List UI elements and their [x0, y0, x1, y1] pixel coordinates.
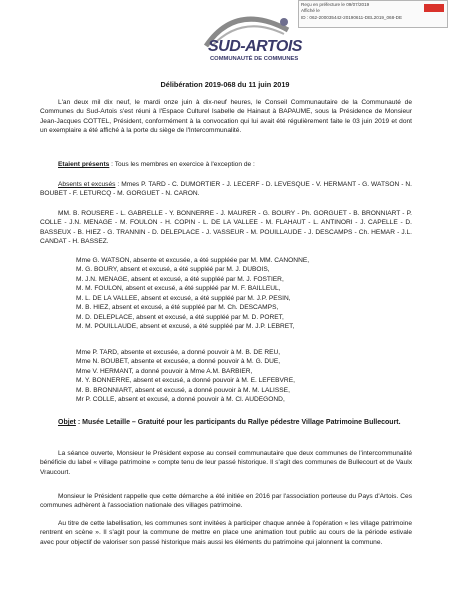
logo-subtitle: COMMUNAUTÉ DE COMMUNES [210, 56, 299, 62]
paragraph-3: Au titre de cette labellisation, les communes sont invitées à participer chaque année à l'opération « les village patrimoine rentrent en scène ». Il s'agit pour la commune de mettre en place une animation tout public au cours de la période estivale avec pour objectif de valoriser son passé historique mais aussi les éléments du patrimoine qui jalonnent la commune. [40, 520, 412, 546]
members-paragraph: MM. B. ROUSERE - L. GABRELLE - Y. BONNERRE - J. MAURER - G. BOURY - Ph. GORGUET - B. BRONNIART - P. COLLE - J.N. MENAGE - M. FOULON - H. COPIN - L. DE LA VALLEE - M. FLAHAUT - L. ANTINORI - J. CAPELLE - D. BASSEUX - B. HIEZ - G. TRANNIN - D. DELEPLACE - J. VASSEUR - M. POUILLAUDE - J. DESCAMPS - Ch. HEMAR - J.L. CANDAT - H. BASSEZ. [40, 210, 412, 246]
intro-paragraph: L'an deux mil dix neuf, le mardi onze juin à dix-neuf heures, le Conseil Communautaire de la Communauté de Communes du Sud-Artois s'est réuni à l'Espace Culturel Isabelle de Hainaut à BAPAUME, sous la Présidence de Monsieur Jean-Jacques COTTEL, Président, conformément à la convocation qui lui avait été régulièrement faite le 03 juin 2019 et dont un exemplaire a été affiché à la porte du siège de l'Intercommunalité. [40, 99, 412, 135]
absents-label: Absents et excusés [58, 181, 116, 188]
supply-line: M. D. DELEPLACE, absent et excusé, a été suppléé par M. D. PORET, [76, 314, 284, 321]
sud-artois-logo [166, 8, 314, 68]
presents-label: Etaient présents [58, 161, 110, 168]
presents-line [58, 160, 255, 169]
stamp-line-2: Affiché le [301, 8, 320, 14]
supply-line: M. G. BOURY, absent et excusé, a été suppléé par M. J. DUBOIS, [76, 266, 270, 273]
stamp-line-1: Reçu en préfecture le 09/07/2019 [301, 2, 370, 7]
stamp-line-3: ID : 062-200035442-20190611-DEL2019_068-DE [301, 14, 403, 20]
presents-text: : Tous les membres en exercice à l'exception de : [109, 161, 255, 168]
pouvoir-line: Mme P. TARD, absente et excusée, a donné pouvoir à M. B. DE REU, [76, 349, 281, 356]
objet-text: : Musée Letaille – Gratuité pour les participants du Rallye pédestre Village Patrimoine Bullecourt. [75, 419, 401, 426]
supply-line: Mme G. WATSON, absente et excusée, a été suppléée par M. MM. CANONNE, [76, 257, 310, 264]
pouvoir-line: Mme N. BOUBET, absente et excusée, a donné pouvoir à M. G. DUE, [76, 358, 281, 365]
objet-label: Objet [58, 419, 76, 426]
prefecture-stamp [298, 0, 448, 28]
pouvoir-line: Mme V. HERMANT, a donné pouvoir à Mme A.M. BARBIER, [76, 368, 253, 375]
supply-line: M. B. HIEZ, absent et excusé, a été suppléé par M. Ch. DESCAMPS, [76, 304, 279, 311]
paragraph-1: La séance ouverte, Monsieur le Président expose au conseil communautaire que deux communes de l'intercommunalité bénéficie du label « village patrimoine » compte tenu de leur passé historique. Il s'agit des communes de Bullecourt et de Vaulx Vraucourt. [40, 450, 412, 476]
logo-name: SUD-ARTOIS [208, 38, 302, 55]
pouvoir-line: Mr P. COLLE, absent et excusé, a donné pouvoir à M. Cl. AUDEGOND, [76, 396, 285, 403]
absents-paragraph [40, 180, 412, 199]
absents-text: : Mmes P. TARD - C. DUMORTIER - J. LECERF - D. LEVESQUE - V. HERMANT - G. WATSON - N. BOUBET - F. LETURCQ - M. GORGUET - N. CARON. [40, 181, 412, 198]
supply-line: M. J.N. MENAGE, absent et excusé, a été suppléé par M. J. FOSTIER, [76, 276, 284, 283]
supply-line: M. L. DE LA VALLEE, absent et excusé, a été suppléé par M. J.P. PESIN, [76, 295, 291, 302]
paragraph-2: Monsieur le Président rappelle que cette démarche a été initiée en 2016 par l'association porteuse du Pays d'Artois. Ces communes adhèrent à l'association nationale des villages patrimoine. [40, 493, 412, 510]
supply-line: M. M. POUILLAUDE, absent et excusé, a été suppléé par M. J.P. LEBRET, [76, 323, 295, 330]
deliberation-title: Délibération 2019-068 du 11 juin 2019 [160, 80, 290, 89]
stamp-red-mark [424, 4, 444, 12]
pouvoir-line: M. B. BRONNIART, absent et excusé, a donné pouvoir à M. M. LALISSE, [76, 387, 290, 394]
supply-line: M. M. FOULON, absent et excusé, a été suppléé par M. F. BAILLEUL, [76, 285, 281, 292]
objet-paragraph [58, 418, 412, 427]
pouvoir-line: M. Y. BONNERRE, absent et excusé, a donné pouvoir à M. E. LEFEBVRE, [76, 377, 295, 384]
